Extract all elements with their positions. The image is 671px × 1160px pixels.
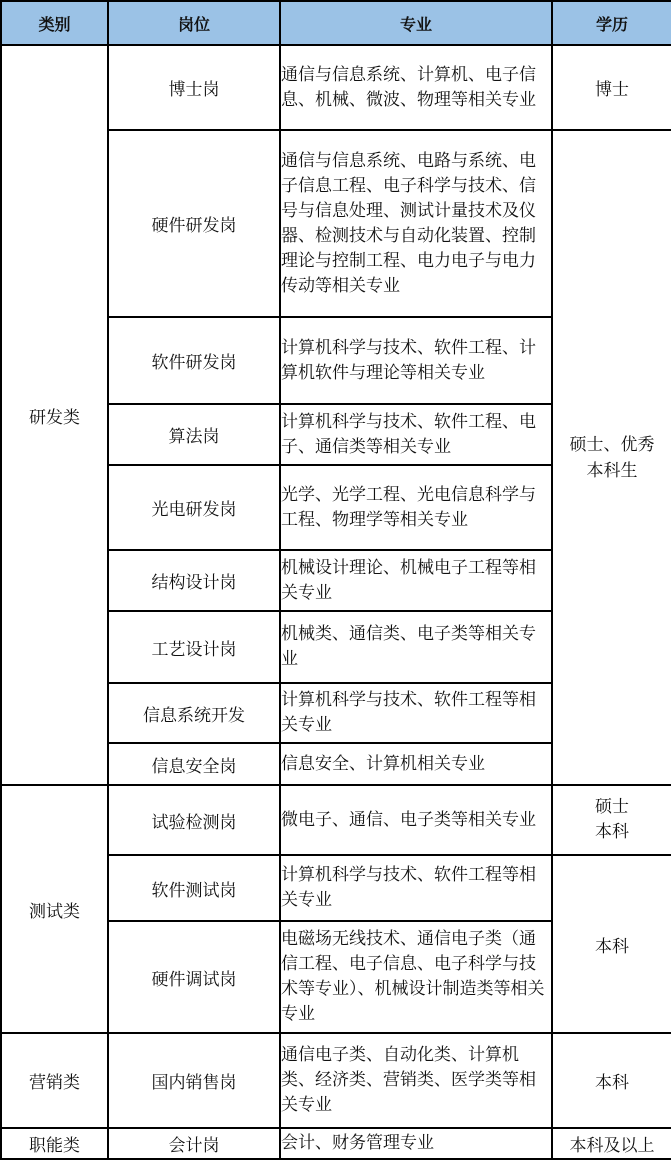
table-row [1, 45, 671, 130]
position-cell: 博士岗 [108, 45, 280, 130]
position-cell: 信息系统开发 [108, 683, 280, 743]
header-education: 学历 [552, 1, 671, 45]
position-cell: 会计岗 [108, 1128, 280, 1159]
position-cell: 光电研发岗 [108, 465, 280, 550]
header-position: 岗位 [108, 1, 280, 45]
table-row [1, 1033, 671, 1128]
education-cell-sales: 本科 [552, 1033, 671, 1128]
education-rd-text: 硕士、优秀本科生 [569, 434, 655, 481]
category-cell-test: 测试类 [1, 785, 108, 1033]
category-cell-sales: 营销类 [1, 1033, 108, 1128]
major-cell: 通信与信息系统、电路与系统、电子信息工程、电子科学与技术、信号与信息处理、测试计量技术及仪器、检测技术与自动化装置、控制理论与控制工程、电力电子与电力传动等相关专业 [280, 130, 552, 317]
major-cell: 机械设计理论、机械电子工程等相关专业 [280, 550, 552, 611]
major-cell: 计算机科学与技术、软件工程、电子、通信类等相关专业 [280, 404, 552, 465]
header-row [1, 1, 671, 45]
category-cell-rd: 研发类 [1, 45, 108, 785]
category-cell-function: 职能类 [1, 1128, 108, 1159]
position-cell: 软件测试岗 [108, 855, 280, 921]
major-cell: 会计、财务管理专业 [280, 1128, 552, 1159]
position-cell: 硬件研发岗 [108, 130, 280, 317]
position-cell: 结构设计岗 [108, 550, 280, 611]
major-cell: 电磁场无线技术、通信电子类（通信工程、电子信息、电子科学与技术等专业）、机械设计制造类等相关专业 [280, 921, 552, 1033]
position-cell: 软件研发岗 [108, 317, 280, 404]
education-cell-test-bachelor: 本科 [552, 855, 671, 1033]
major-cell: 计算机科学与技术、软件工程等相关专业 [280, 683, 552, 743]
table-row [1, 785, 671, 855]
position-cell: 试验检测岗 [108, 785, 280, 855]
education-test-line2: 本科 [595, 822, 629, 842]
position-cell: 国内销售岗 [108, 1033, 280, 1128]
header-major: 专业 [280, 1, 552, 45]
major-cell: 通信电子类、自动化类、计算机类、经济类、营销类、医学类等相关专业 [280, 1033, 552, 1128]
major-cell: 光学、光学工程、光电信息科学与工程、物理学等相关专业 [280, 465, 552, 550]
major-cell: 计算机科学与技术、软件工程、计算机软件与理论等相关专业 [280, 317, 552, 404]
education-cell-function: 本科及以上 [552, 1128, 671, 1159]
position-cell: 信息安全岗 [108, 743, 280, 785]
major-cell: 机械类、通信类、电子类等相关专业 [280, 611, 552, 683]
education-cell-rd [552, 130, 671, 785]
major-cell: 信息安全、计算机相关专业 [280, 743, 552, 785]
education-cell-phd: 博士 [552, 45, 671, 130]
position-cell: 算法岗 [108, 404, 280, 465]
education-cell-test-master [552, 785, 671, 855]
education-test-line1: 硕士 [595, 797, 629, 817]
major-cell: 通信与信息系统、计算机、电子信息、机械、微波、物理等相关专业 [280, 45, 552, 130]
major-cell: 计算机科学与技术、软件工程等相关专业 [280, 855, 552, 921]
position-cell: 硬件调试岗 [108, 921, 280, 1033]
major-cell: 微电子、通信、电子类等相关专业 [280, 785, 552, 855]
table-row [1, 1128, 671, 1159]
header-category: 类别 [1, 1, 108, 45]
position-cell: 工艺设计岗 [108, 611, 280, 683]
